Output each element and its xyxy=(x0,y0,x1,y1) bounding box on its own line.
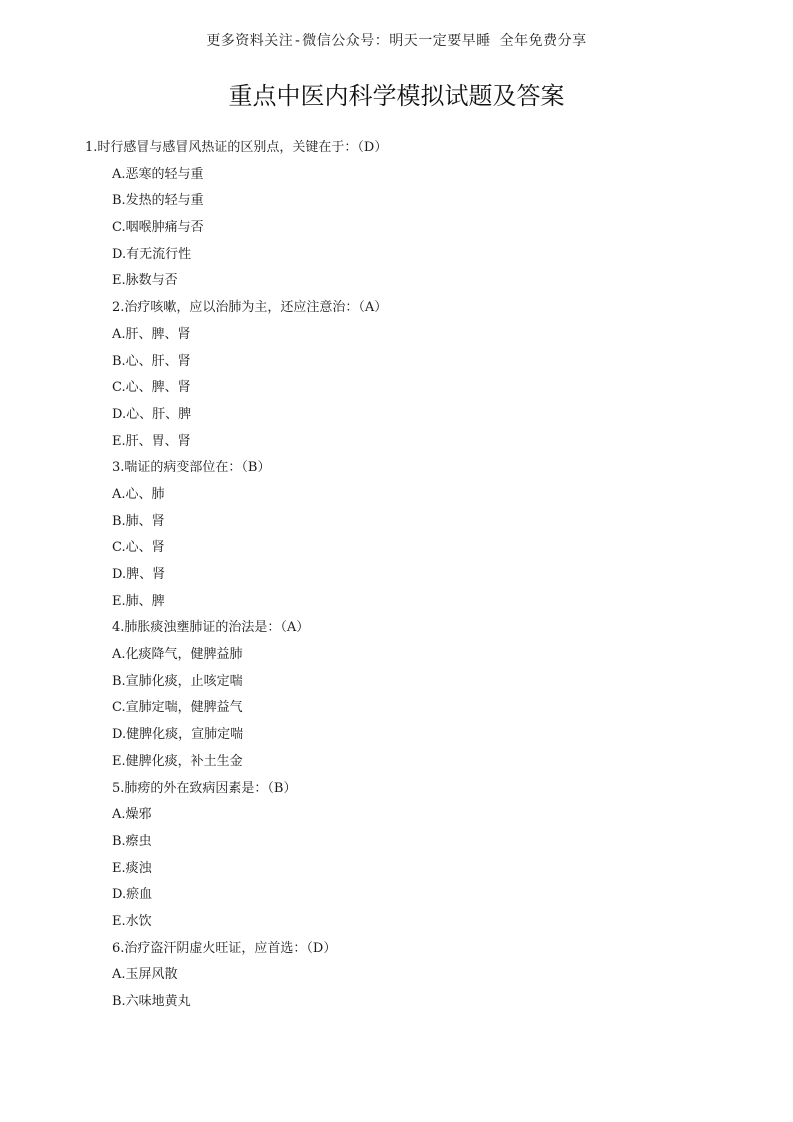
question-2-option-e: E.肝、胃、肾 xyxy=(112,433,191,449)
question-5: 5.肺痨的外在致病因素是：（B） xyxy=(112,780,297,796)
question-1-option-b: B.发热的轻与重 xyxy=(112,193,204,209)
question-3-option-b: B.肺、肾 xyxy=(112,513,165,529)
question-3-option-e: E.肺、脾 xyxy=(112,593,165,609)
question-1: 1.时行感冒与感冒风热证的区别点，关键在于：（D） xyxy=(85,140,388,155)
question-3-option-c: C.心、肾 xyxy=(112,540,165,556)
question-4: 4.肺胀痰浊壅肺证的治法是：（A） xyxy=(112,620,310,636)
question-5-option-e: E.水饮 xyxy=(112,913,152,929)
page-title: 重点中医内科学模拟试题及答案 xyxy=(228,82,565,110)
question-4-option-b: B.宣肺化痰，止咳定喘 xyxy=(112,673,243,689)
question-6: 6.治疗盗汗阴虚火旺证，应首选：（D） xyxy=(112,940,337,956)
question-5-option-c: E.痰浊 xyxy=(112,860,152,876)
question-2-option-c: C.心、脾、肾 xyxy=(112,380,191,396)
question-6-option-b: B.六味地黄丸 xyxy=(112,994,191,1009)
question-4-option-a: A.化痰降气，健脾益肺 xyxy=(112,647,243,663)
question-2-option-b: B.心、肝、肾 xyxy=(112,353,191,369)
question-1-option-c: C.咽喉肿痛与否 xyxy=(112,220,204,236)
question-3-option-d: D.脾、肾 xyxy=(112,567,166,582)
question-2-option-d: D.心、肝、脾 xyxy=(112,406,192,422)
question-2-option-a: A.肝、脾、肾 xyxy=(112,326,191,342)
question-1-option-e: E.脉数与否 xyxy=(112,273,178,289)
header-note: 更多资料关注-微信公众号：明天一定要早睡 全年免费分享 xyxy=(206,33,587,49)
question-3: 3.喘证的病变部位在：（B） xyxy=(112,460,271,476)
question-3-option-a: A.心、肺 xyxy=(112,486,165,502)
question-1-option-d: D.有无流行性 xyxy=(112,246,192,262)
question-6-option-a: A.玉屏风散 xyxy=(112,967,178,983)
question-1-option-a: A.恶寒的轻与重 xyxy=(112,166,204,182)
question-list xyxy=(0,135,793,1016)
question-5-option-b: B.瘵虫 xyxy=(112,833,152,849)
question-2: 2.治疗咳嗽，应以治肺为主，还应注意治：（A） xyxy=(112,300,388,316)
question-4-option-c: C.宣肺定喘，健脾益气 xyxy=(112,700,243,716)
question-5-option-a: A.燥邪 xyxy=(112,807,152,823)
question-4-option-e: E.健脾化痰，补土生金 xyxy=(112,753,243,769)
question-5-option-d: D.瘀血 xyxy=(112,887,153,903)
question-4-option-d: D.健脾化痰，宣肺定喘 xyxy=(112,727,244,743)
